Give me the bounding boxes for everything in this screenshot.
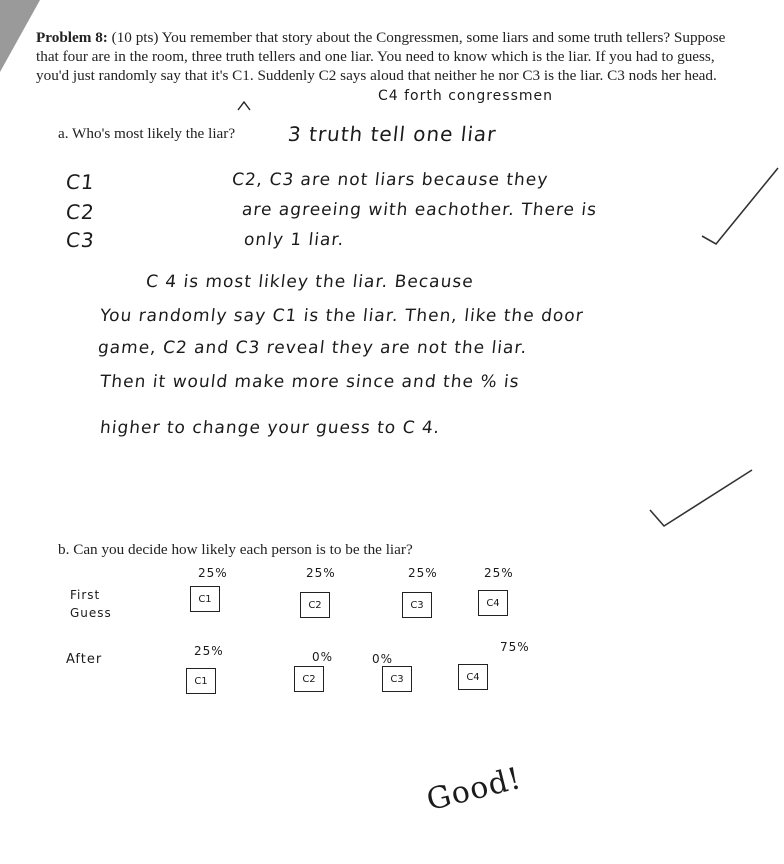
answer-line-3: game, C2 and C3 reveal they are not the liar. (96, 338, 529, 358)
first-pct-c4: 25% (484, 566, 514, 580)
first-box-c1: C1 (190, 586, 220, 612)
list-c2: C2 (64, 200, 96, 224)
after-box-c1: C1 (186, 668, 216, 694)
first-pct-c3: 25% (408, 566, 438, 580)
check-mark-1 (702, 168, 778, 244)
part-b-question: b. Can you decide how likely each person is to be the liar? (58, 541, 413, 558)
answer-line-2: You randomly say C1 is the liar. Then, like the door (98, 306, 585, 326)
reason-line-3: only 1 liar. (242, 230, 346, 250)
caret-mark (238, 102, 250, 110)
first-box-c2: C2 (300, 592, 330, 618)
first-guess-label-1: First (70, 588, 101, 602)
setup-note: 3 truth tell one liar (286, 122, 498, 146)
problem-text: You remember that story about the Congressmen, some liars and some truth tellers? Suppose that four are in the room, three truth tellers and one liar. You need to know which is the liar. If you had to guess, you'd just randomly say that it's C1. Suddenly C2 says aloud that neither he nor C3 is the liar. C3 nods her head. (36, 29, 726, 84)
part-a-question: a. Who's most likely the liar? (58, 125, 236, 142)
answer-line-5: higher to change your guess to C 4. (98, 418, 442, 438)
reason-line-2: are agreeing with eachother. There is (240, 200, 599, 220)
first-guess-label-2: Guess (70, 606, 112, 620)
problem-points: (10 pts) (111, 29, 159, 46)
check-mark-2 (650, 470, 752, 526)
list-c3: C3 (64, 228, 96, 252)
first-box-c4: C4 (478, 590, 508, 616)
list-c1: C1 (64, 170, 96, 194)
first-pct-c1: 25% (198, 566, 228, 580)
insert-note: C4 forth congressmen (378, 88, 553, 104)
after-box-c4: C4 (458, 664, 488, 690)
after-pct-c2: 0% (312, 650, 334, 664)
answer-line-4: Then it would make more since and the % is (98, 372, 521, 392)
answer-line-1: C 4 is most likley the liar. Because (144, 272, 475, 292)
after-box-c3: C3 (382, 666, 412, 692)
reason-line-1: C2, C3 are not liars because they (230, 170, 550, 190)
after-pct-c1: 25% (194, 644, 224, 658)
grader-comment: Good! (423, 760, 526, 819)
after-pct-c4: 75% (500, 640, 530, 654)
after-box-c2: C2 (294, 666, 324, 692)
first-box-c3: C3 (402, 592, 432, 618)
after-label: After (66, 652, 103, 667)
first-pct-c2: 25% (306, 566, 336, 580)
after-pct-c3: 0% (372, 652, 394, 666)
problem-label: Problem 8: (36, 29, 108, 46)
